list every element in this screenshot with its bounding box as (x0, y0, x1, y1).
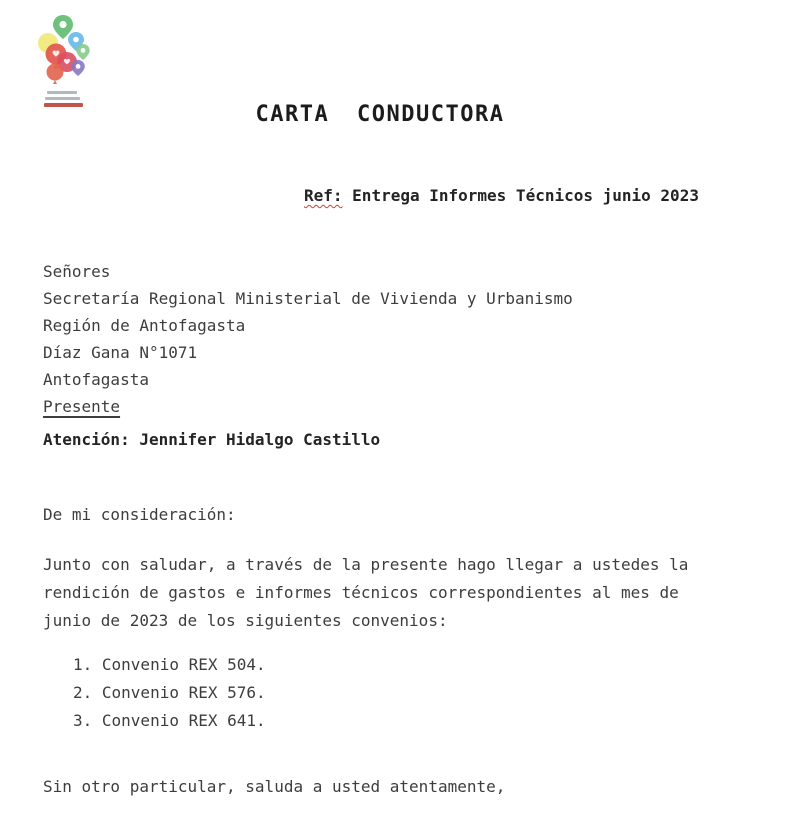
recipient-line: Antofagasta (43, 370, 149, 389)
reference-line (304, 186, 699, 205)
presente-line: Presente (43, 397, 121, 416)
recipient-line: Secretaría Regional Ministerial de Vivienda y Urbanismo (43, 289, 573, 308)
recipient-block (43, 258, 573, 420)
paragraph-line: junio de 2023 de los siguientes convenios: (43, 611, 448, 630)
reference-text: Entrega Informes Técnicos junio 2023 (352, 186, 699, 205)
body-paragraph (43, 551, 688, 635)
convenio-list (73, 651, 266, 735)
paragraph-line: Junto con saludar, a través de la presente hago llegar a ustedes la (43, 555, 689, 574)
salutation-line: De mi consideración: (43, 505, 236, 524)
attention-line: Atención: Jennifer Hidalgo Castillo (43, 430, 381, 449)
paragraph-line: rendición de gastos e informes técnicos correspondientes al mes de (43, 583, 679, 602)
reference-label: Ref: (304, 186, 343, 205)
recipient-line: Señores (43, 262, 111, 281)
balloons-pins-logo-icon (36, 14, 91, 88)
recipient-line: Región de Antofagasta (43, 316, 246, 335)
list-item: 1. Convenio REX 504. (73, 655, 266, 674)
closing-line: Sin otro particular, saluda a usted atentamente, (43, 777, 506, 796)
recipient-line: Díaz Gana N°1071 (43, 343, 198, 362)
list-item: 3. Convenio REX 641. (73, 711, 266, 730)
organization-logo (36, 14, 96, 112)
document-title: CARTA CONDUCTORA (255, 102, 505, 127)
logo-caption-line (47, 91, 77, 94)
logo-caption-line (45, 97, 80, 100)
list-item: 2. Convenio REX 576. (73, 683, 266, 702)
